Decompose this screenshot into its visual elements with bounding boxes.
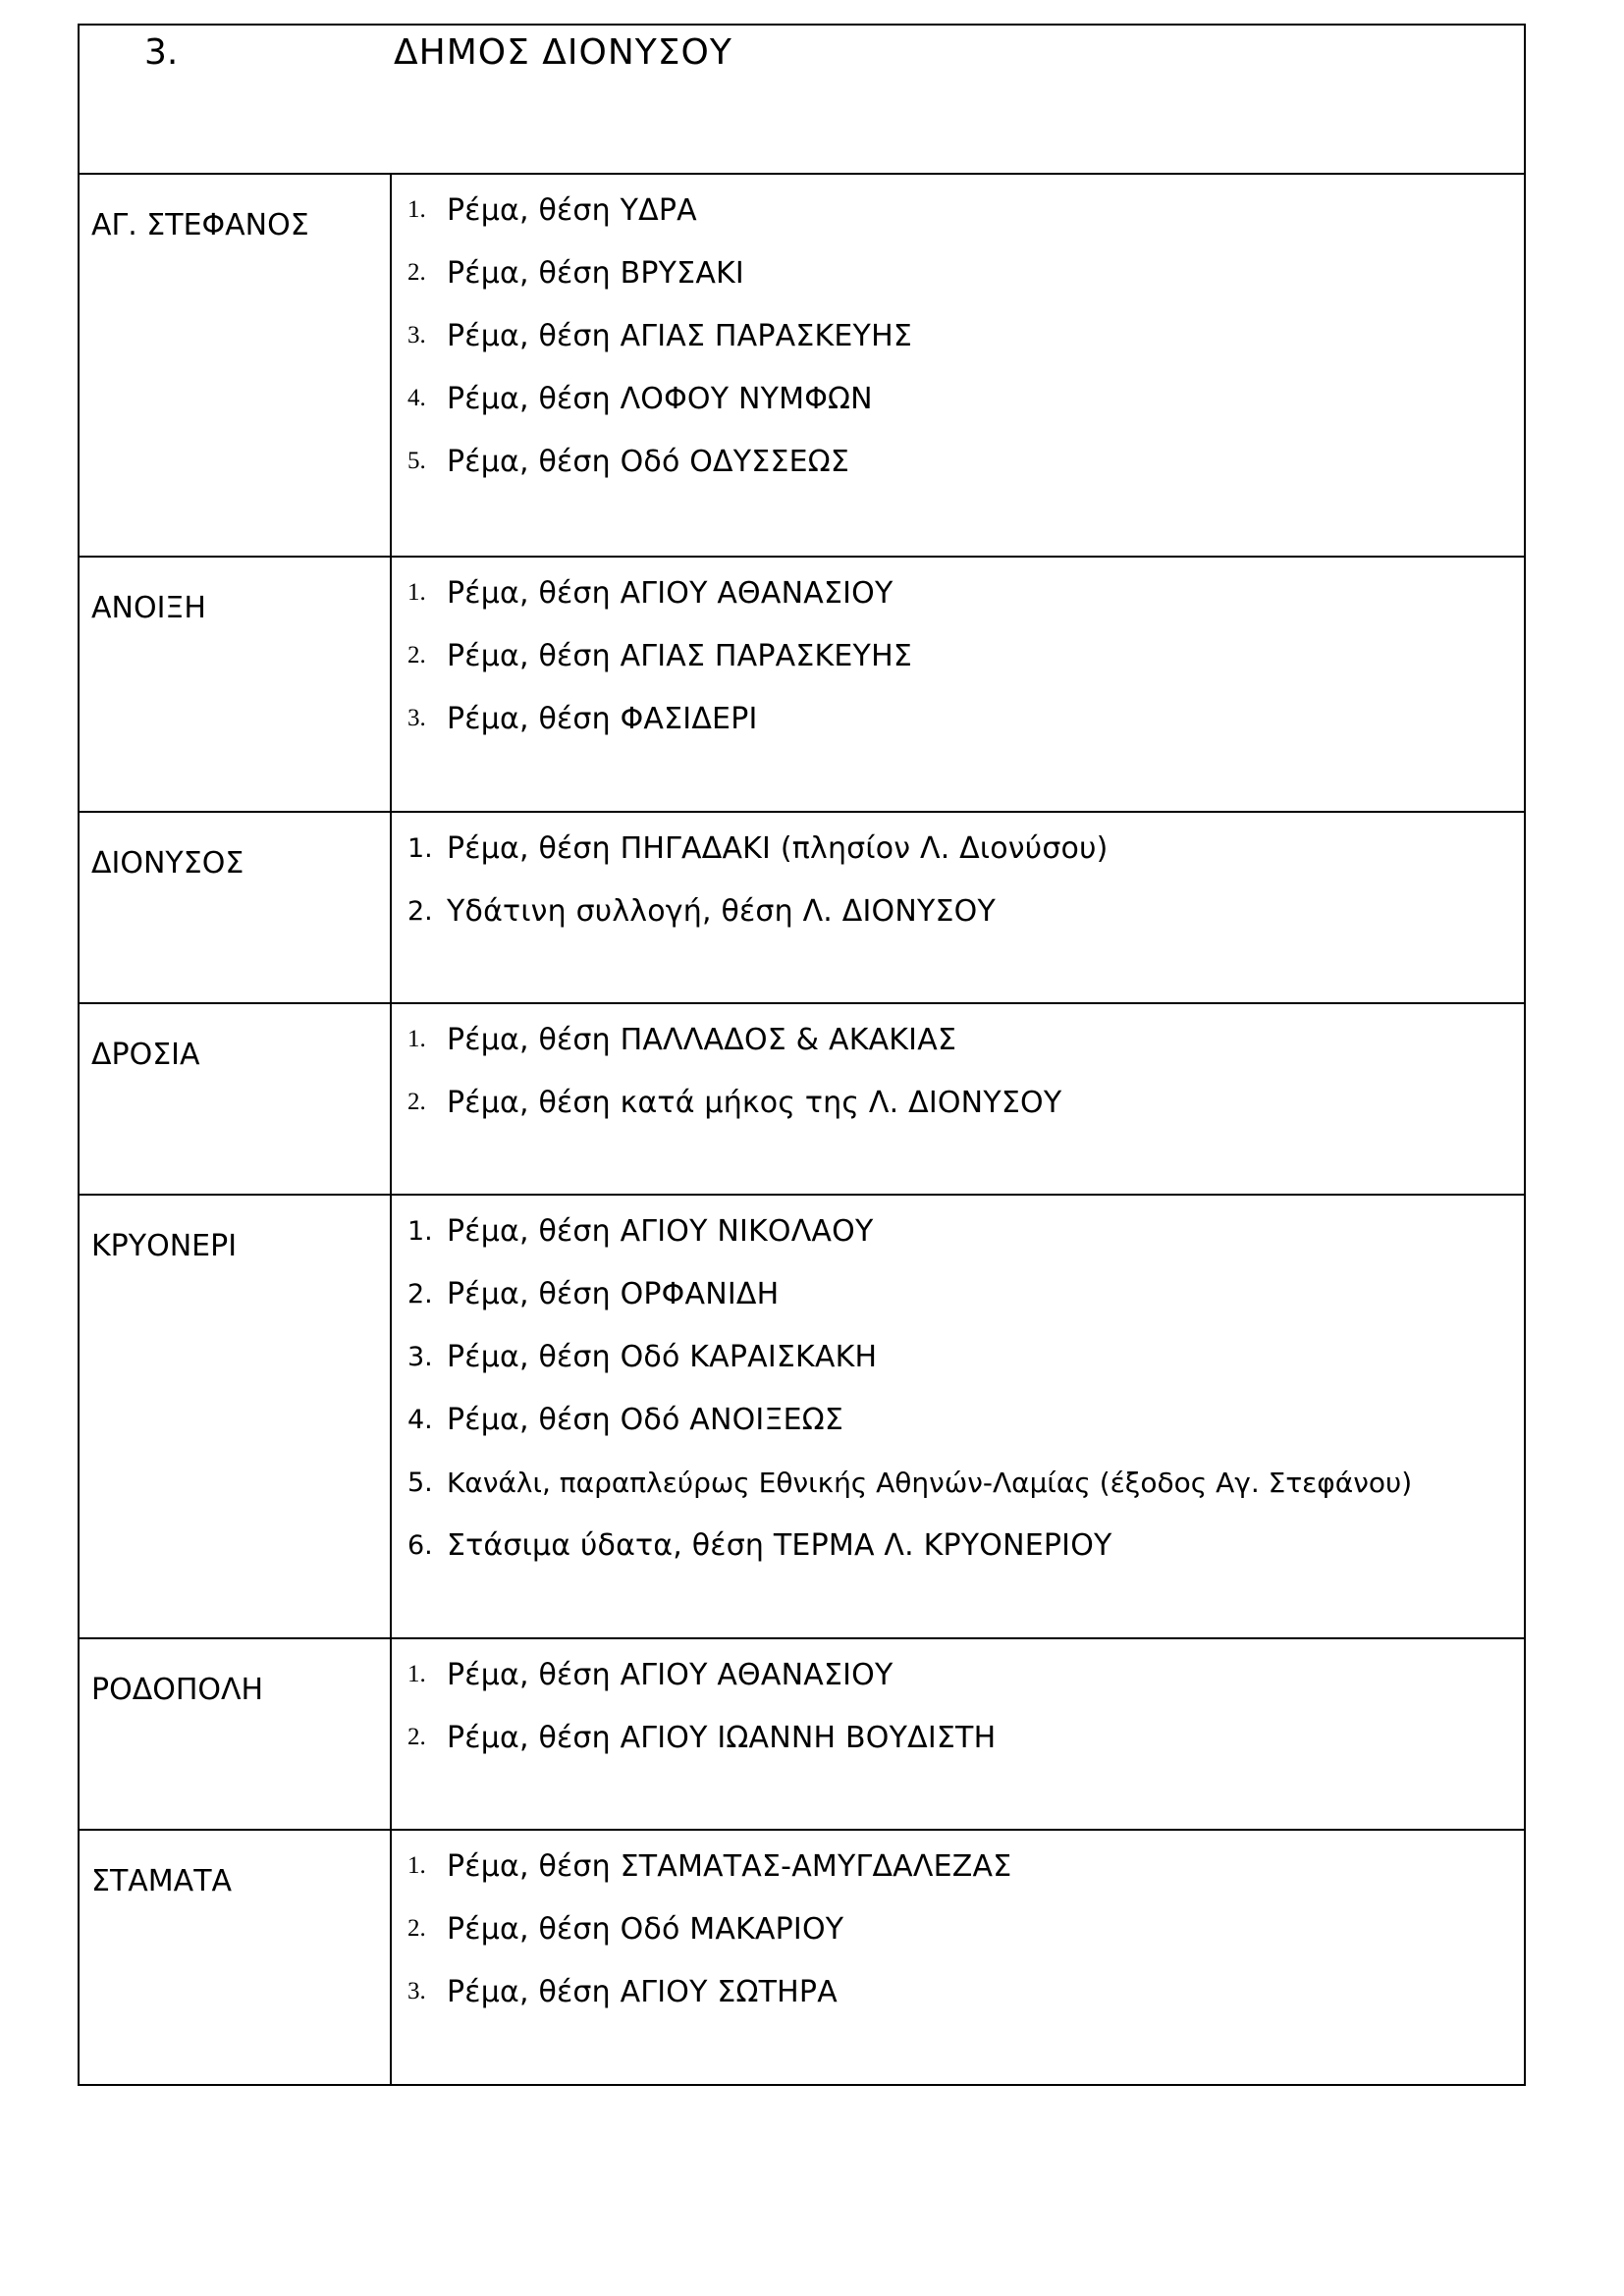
municipality-table — [78, 24, 1526, 2086]
item-text: Ρέμα, θέση ΑΓΙΟΥ ΑΘΑΝΑΣΙΟΥ — [447, 1657, 893, 1692]
area-items-cell — [391, 812, 1525, 1003]
area-row — [79, 557, 1525, 812]
area-name: ΔΙΟΝΥΣΟΣ — [91, 846, 244, 881]
list-item — [407, 241, 1524, 304]
location-list — [392, 813, 1524, 942]
item-text: Ρέμα, θέση ΒΡΥΣΑΚΙ — [447, 255, 744, 291]
item-number: 4. — [407, 1404, 433, 1435]
location-list — [392, 1639, 1524, 1769]
area-row — [79, 1830, 1525, 2085]
area-name-cell — [79, 1830, 391, 2085]
location-list — [392, 1004, 1524, 1134]
list-item — [407, 1706, 1524, 1769]
area-items-cell — [391, 1638, 1525, 1830]
item-text: Ρέμα, θέση ΑΓΙΟΥ ΝΙΚΟΛΑΟΥ — [447, 1213, 874, 1249]
municipality-title: ΔΗΜΟΣ ΔΙΟΝΥΣΟΥ — [394, 32, 732, 73]
item-number: 4. — [407, 385, 426, 411]
item-number: 5. — [407, 1467, 433, 1498]
list-item — [407, 561, 1524, 624]
list-item — [407, 367, 1524, 430]
item-text: Ρέμα, θέση ΣΤΑΜΑΤΑΣ-ΑΜΥΓΔΑΛΕΖΑΣ — [447, 1848, 1012, 1884]
area-name-cell — [79, 812, 391, 1003]
item-text: Ρέμα, θέση ΑΓΙΟΥ ΣΩΤΗΡΑ — [447, 1974, 838, 2009]
list-item — [407, 1451, 1524, 1514]
item-number: 1. — [407, 832, 433, 864]
item-text: Ρέμα, θέση Οδό ΑΝΟΙΞΕΩΣ — [447, 1402, 844, 1437]
item-number: 1. — [407, 196, 426, 223]
item-number: 2. — [407, 642, 426, 668]
location-list — [392, 175, 1524, 493]
area-row — [79, 1638, 1525, 1830]
location-list — [392, 558, 1524, 750]
item-text: Ρέμα, θέση ΑΓΙΑΣ ΠΑΡΑΣΚΕΥΗΣ — [447, 318, 912, 353]
item-text: Ρέμα, θέση ΦΑΣΙΔΕΡΙ — [447, 701, 758, 736]
list-item — [407, 624, 1524, 687]
list-item — [407, 1071, 1524, 1134]
item-number: 1. — [407, 1852, 426, 1879]
item-text: Ρέμα, θέση Οδό ΚΑΡΑΙΣΚΑΚΗ — [447, 1339, 878, 1374]
item-number: 3. — [407, 1978, 426, 2004]
header-cell — [79, 25, 1525, 174]
item-number: 2. — [407, 1089, 426, 1115]
item-number: 3. — [407, 322, 426, 348]
item-text: Ρέμα, θέση κατά μήκος της Λ. ΔΙΟΝΥΣΟΥ — [447, 1085, 1062, 1120]
section-number: 3. — [144, 32, 179, 73]
header-row — [79, 25, 1525, 174]
list-item — [407, 304, 1524, 367]
item-number: 3. — [407, 1341, 433, 1372]
item-number: 3. — [407, 705, 426, 731]
item-text: Ρέμα, θέση ΑΓΙΑΣ ΠΑΡΑΣΚΕΥΗΣ — [447, 638, 912, 673]
list-item — [407, 430, 1524, 493]
list-item — [407, 1200, 1524, 1262]
item-text: Ρέμα, θέση ΥΔΡΑ — [447, 192, 697, 228]
item-text: Ρέμα, θέση ΟΡΦΑΝΙΔΗ — [447, 1276, 780, 1311]
area-row — [79, 812, 1525, 1003]
list-item — [407, 1643, 1524, 1706]
item-number: 1. — [407, 1661, 426, 1687]
list-item — [407, 1008, 1524, 1071]
item-number: 2. — [407, 895, 433, 927]
area-name: ΔΡΟΣΙΑ — [91, 1038, 200, 1072]
list-item — [407, 1388, 1524, 1451]
item-text: Ρέμα, θέση ΠΑΛΛΑΔΟΣ & ΑΚΑΚΙΑΣ — [447, 1022, 957, 1057]
item-text: Ρέμα, θέση Οδό ΜΑΚΑΡΙΟΥ — [447, 1911, 844, 1947]
area-items-cell — [391, 174, 1525, 557]
item-text: Ρέμα, θέση ΑΓΙΟΥ ΙΩΑΝΝΗ ΒΟΥΔΙΣΤΗ — [447, 1720, 997, 1755]
item-text: Ρέμα, θέση ΠΗΓΑΔΑΚΙ (πλησίον Λ. Διονύσου) — [447, 830, 1109, 866]
area-name: ΑΓ. ΣΤΕΦΑΝΟΣ — [91, 208, 309, 242]
item-text: Ρέμα, θέση ΑΓΙΟΥ ΑΘΑΝΑΣΙΟΥ — [447, 575, 893, 611]
list-item — [407, 1325, 1524, 1388]
area-name: ΑΝΟΙΞΗ — [91, 591, 206, 625]
area-name-cell — [79, 1195, 391, 1638]
item-text: Κανάλι, παραπλεύρως Εθνικής Αθηνών-Λαμίας (έξοδος Αγ. Στεφάνου) — [447, 1466, 1413, 1499]
list-item — [407, 817, 1524, 880]
item-number: 2. — [407, 1278, 433, 1309]
item-text: Στάσιμα ύδατα, θέση ΤΕΡΜΑ Λ. ΚΡΥΟΝΕΡΙΟΥ — [447, 1527, 1112, 1563]
area-row — [79, 1003, 1525, 1195]
item-text: Ρέμα, θέση Οδό ΟΔΥΣΣΕΩΣ — [447, 444, 850, 479]
item-number: 5. — [407, 448, 426, 474]
area-items-cell — [391, 1003, 1525, 1195]
area-items-cell — [391, 1830, 1525, 2085]
area-name-cell — [79, 1003, 391, 1195]
area-items-cell — [391, 1195, 1525, 1638]
item-number: 2. — [407, 259, 426, 286]
area-name: ΣΤΑΜΑΤΑ — [91, 1864, 233, 1898]
area-name: ΡΟΔΟΠΟΛΗ — [91, 1673, 264, 1707]
list-item — [407, 1835, 1524, 1897]
list-item — [407, 687, 1524, 750]
area-name-cell — [79, 174, 391, 557]
list-item — [407, 1262, 1524, 1325]
area-row — [79, 174, 1525, 557]
item-text: Ρέμα, θέση ΛΟΦΟΥ ΝΥΜΦΩΝ — [447, 381, 873, 416]
list-item — [407, 880, 1524, 942]
list-item — [407, 179, 1524, 241]
item-number: 1. — [407, 1026, 426, 1052]
area-name: ΚΡΥΟΝΕΡΙ — [91, 1229, 238, 1263]
item-text: Υδάτινη συλλογή, θέση Λ. ΔΙΟΝΥΣΟΥ — [447, 893, 997, 929]
list-item — [407, 1897, 1524, 1960]
area-name-cell — [79, 1638, 391, 1830]
item-number: 2. — [407, 1915, 426, 1942]
list-item — [407, 1960, 1524, 2023]
item-number: 6. — [407, 1529, 433, 1561]
item-number: 1. — [407, 1215, 433, 1247]
item-number: 2. — [407, 1724, 426, 1750]
area-row — [79, 1195, 1525, 1638]
item-number: 1. — [407, 579, 426, 606]
location-list — [392, 1196, 1524, 1576]
location-list — [392, 1831, 1524, 2023]
list-item — [407, 1514, 1524, 1576]
area-items-cell — [391, 557, 1525, 812]
area-name-cell — [79, 557, 391, 812]
